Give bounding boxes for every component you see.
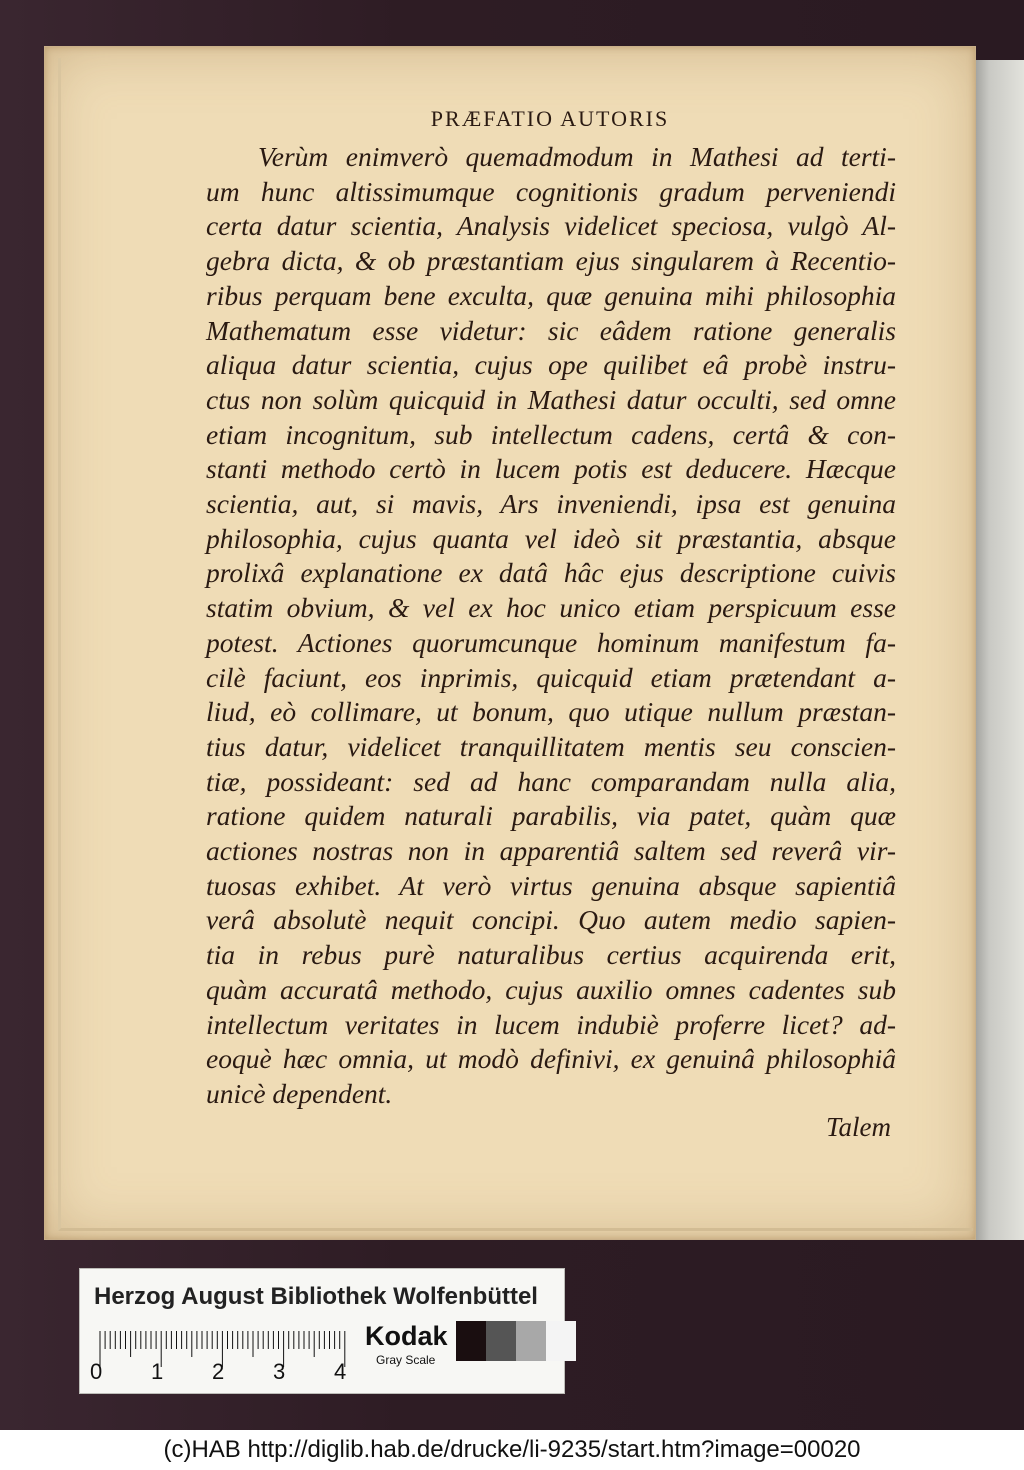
text-line: scientia, aut, si mavis, Ars inveniendi, ipsa est genuina: [206, 488, 896, 520]
running-head: PRÆFATIO AUTORIS: [430, 106, 670, 131]
text-line: liud, eò collimare, ut bonum, quo utique nullum præstan-: [206, 696, 896, 728]
gray-swatches: [456, 1321, 576, 1361]
ruler-number: 4: [334, 1359, 347, 1384]
text-line: ctus non solùm quicquid in Mathesi datur occulti, sed omne: [206, 383, 896, 415]
catchword: Talem: [826, 1112, 892, 1142]
library-name: Herzog August Bibliothek Wolfenbüttel: [94, 1283, 538, 1310]
ruler-number: 0: [90, 1359, 103, 1384]
gray-swatch: [546, 1321, 576, 1361]
text-line: etiam incognitum, sub intellectum cadens, certâ & con-: [206, 418, 896, 450]
text-line: potest. Actiones quorumcunque hominum manifestum fa-: [206, 626, 896, 658]
text-line: tuosas exhibet. At verò virtus genuina absque sapientiâ: [206, 869, 896, 901]
text-line: gebra dicta, & ob præstantiam ejus singularem à Recentio-: [206, 245, 896, 277]
gray-swatch: [516, 1321, 546, 1361]
ruler-numbers: [90, 1359, 370, 1385]
ruler-number: 2: [212, 1359, 225, 1384]
text-line: Mathematum esse videtur: sic eâdem ratione generalis: [206, 314, 896, 346]
text-line: tius datur, videlicet tranquillitatem mentis seu conscien-: [206, 730, 896, 762]
text-line: statim obvium, & vel ex hoc unico etiam perspicuum esse: [206, 592, 896, 624]
gray-swatch: [486, 1321, 516, 1361]
text-line: tia in rebus purè naturalibus certius acquirenda erit,: [206, 939, 896, 971]
text-line: unicè dependent.: [206, 1077, 393, 1109]
text-line: actiones nostras non in apparentiâ saltem sed reverâ vir-: [206, 835, 896, 867]
text-line: eoquè hæc omnia, ut modò definivi, ex genuinâ philosophiâ: [206, 1043, 896, 1075]
text-line: um hunc altissimumque cognitionis gradum perveniendi: [206, 175, 896, 207]
text-line: quàm accuratâ methodo, cujus auxilio omnes cadentes sub: [206, 973, 896, 1005]
text-line: stanti methodo certò in lucem potis est deducere. Hæcque: [206, 453, 896, 485]
ruler-number: 3: [273, 1359, 286, 1384]
text-line: intellectum veritates in lucem indubiè proferre licet? ad-: [206, 1008, 896, 1040]
text-line: aliqua datur scientia, cujus ope quilibet eâ probè instru-: [206, 349, 896, 381]
page-body-text: [206, 140, 896, 1112]
gray-swatch: [456, 1321, 486, 1361]
text-line: philosophia, cujus quanta vel ideò sit præstantia, absque: [206, 522, 896, 554]
text-line: cilè faciunt, eos inprimis, quicquid etiam prætendant a-: [206, 661, 896, 693]
gray-scale-label: Gray Scale: [376, 1353, 436, 1367]
kodak-logo: Kodak: [365, 1321, 448, 1351]
copyright-credit: (c)HAB http://diglib.hab.de/drucke/li-9235/start.htm?image=00020: [0, 1430, 1024, 1470]
ruler-number: 1: [151, 1359, 164, 1384]
text-line: prolixâ explanatione ex datâ hâc ejus descriptione cuivis: [206, 557, 896, 589]
text-line: tiæ, possideant: sed ad hanc comparandam nulla alia,: [206, 765, 896, 797]
color-target-card: [79, 1268, 565, 1394]
text-line: certa datur scientia, Analysis videlicet speciosa, vulgò Al-: [206, 210, 896, 242]
text-line: ratione quidem naturali parabilis, via patet, quàm quæ: [206, 800, 896, 832]
text-line: verâ absolutè nequit concipi. Quo autem medio sapien-: [206, 904, 896, 936]
text-line: ribus perquam bene exculta, quæ genuina mihi philosophia: [206, 279, 896, 311]
text-line: Verùm enimverò quemadmodum in Mathesi ad terti-: [258, 141, 896, 172]
